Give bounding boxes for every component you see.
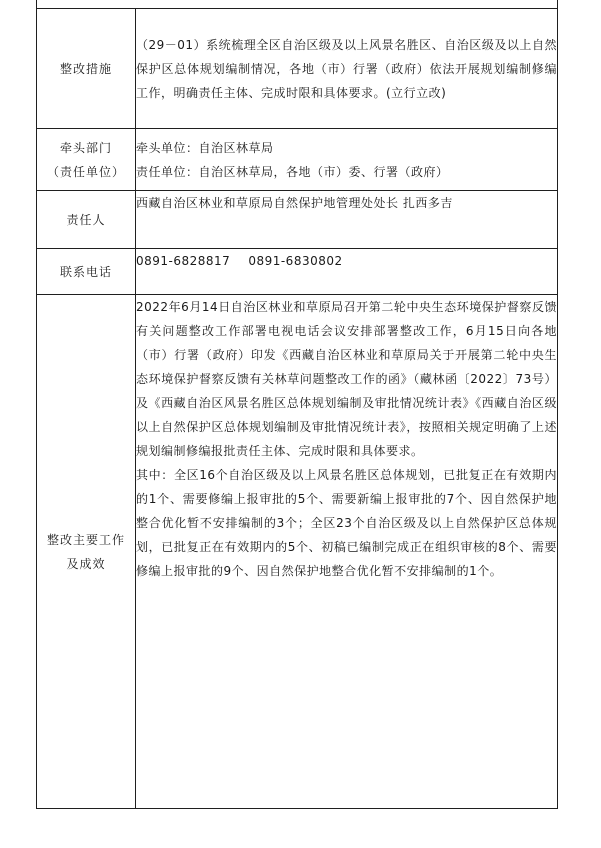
content-phone (136, 249, 558, 295)
table-row-results (37, 295, 558, 809)
label-department (37, 129, 136, 191)
lead-unit-text: 牵头单位：自治区林草局 (136, 140, 274, 155)
rectification-table (36, 8, 558, 809)
content-results (136, 295, 558, 809)
label-department-line2: （责任单位） (46, 164, 125, 179)
content-department (136, 129, 558, 191)
content-measures (136, 9, 558, 129)
label-measures (37, 9, 136, 129)
label-results (37, 295, 136, 809)
results-paragraph-2: 其中：全区16个自治区级及以上风景名胜区总体规划，已批复正在有效期内的1个、需要修编上报审批的5个、需要新编上报审批的7个、因自然保护地整合优化暂不安排编制的3个；全区23个自治区级及以上自然保护区总体规划，已批复正在有效期内的5个、初稿已编制完成正在组织审核的8个、需要修编上报审批的9个、因自然保护地整合优化暂不安排编制的1个。 (136, 468, 557, 578)
measures-text: （29－01）系统梳理全区自治区级及以上风景名胜区、自治区级及以上自然保护区总体规划编制情况，各地（市）行署（政府）依法开展规划编制修编工作，明确责任主体、完成时限和具体要求。(立行立改) (136, 37, 557, 100)
label-person-text: 责任人 (66, 212, 106, 227)
label-phone-text: 联系电话 (59, 264, 112, 279)
content-person (136, 191, 558, 249)
table-row-person (37, 191, 558, 249)
table-row-department (37, 129, 558, 191)
phone-number-1: 0891-6828817 (136, 254, 231, 268)
results-paragraph-1: 2022年6月14日自治区林业和草原局召开第二轮中央生态环境保护督察反馈有关问题整改工作部署电视电话会议安排部署整改工作，6月15日向各地（市）行署（政府）印发《西藏自治区林业和草原局关于开展第二轮中央生态环境保护督察反馈有关林草问题整改工作的函》（藏林函〔2022〕73号）及《西藏自治区风景名胜区总体规划编制及审批情况统计表》《西藏自治区级以上自然保护区总体规划编制及审批情况统计表》，按照相关规定明确了上述规划编制修编报批责任主体、完成时限和具体要求。 (136, 300, 557, 458)
label-person (37, 191, 136, 249)
label-results-line2: 及成效 (66, 556, 106, 571)
person-text: 西藏自治区林业和草原局自然保护地管理处处长 扎西多吉 (136, 196, 453, 210)
label-measures-text: 整改措施 (59, 61, 112, 76)
responsible-unit-text: 责任单位：自治区林草局，各地（市）委、行署（政府） (136, 164, 449, 179)
table-top-edge (36, 0, 558, 8)
label-phone (37, 249, 136, 295)
label-results-line1: 整改主要工作 (46, 532, 125, 547)
table-row-measures (37, 9, 558, 129)
label-department-line1: 牵头部门 (59, 140, 112, 155)
phone-number-2: 0891-6830802 (248, 254, 343, 268)
table-row-phone (37, 249, 558, 295)
